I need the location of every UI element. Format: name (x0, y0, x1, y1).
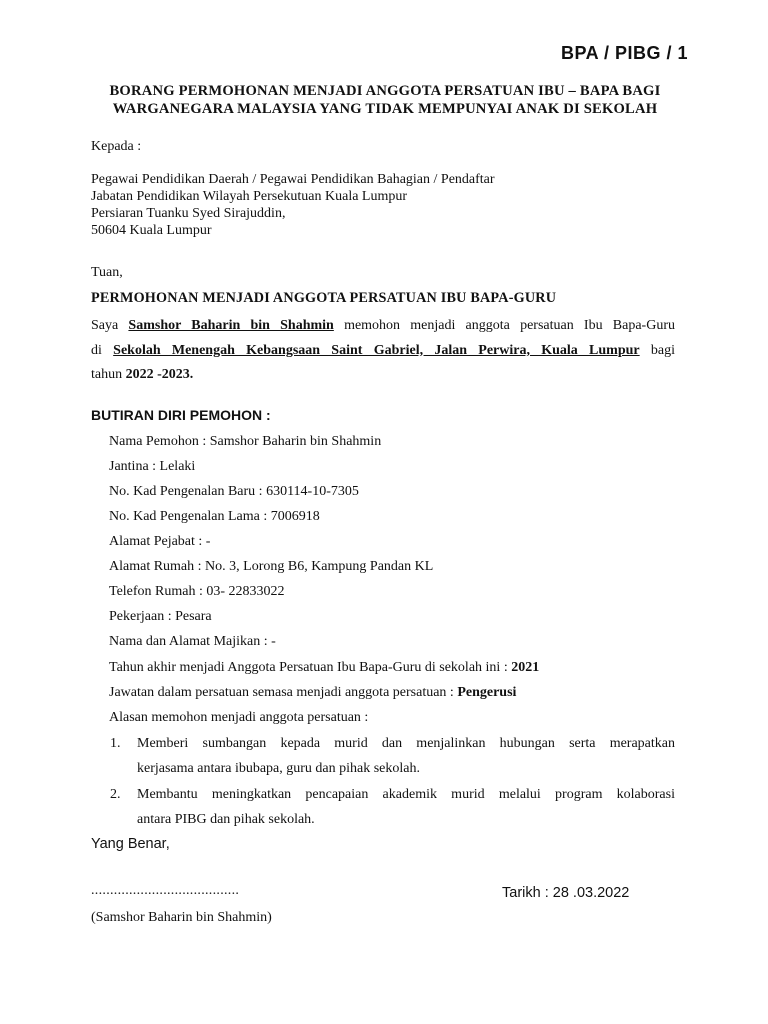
section-title: BUTIRAN DIRI PEMOHON : (91, 407, 271, 423)
school-name: Sekolah Menengah Kebangsaan Saint Gabriel, Jalan Perwira, Kuala Lumpur (113, 342, 640, 358)
signer-name: (Samshor Baharin bin Shahmin) (91, 910, 272, 925)
reason-number: 2. (110, 787, 121, 802)
form-title-line: WARGANEGARA MALAYSIA YANG TIDAK MEMPUNYAI ANAK DI SEKOLAH (112, 101, 658, 117)
para-text: Saya (91, 318, 119, 333)
reason-item (110, 782, 675, 832)
signature-line: ....................................... (91, 883, 240, 898)
para-text: bagi (650, 342, 676, 358)
last-year-row (109, 658, 539, 678)
address-line: 50604 Kuala Lumpur (91, 223, 212, 238)
reason-text: kerjasama antara ibubapa, guru dan pihak sekolah. (137, 761, 421, 776)
position-value: Pengerusi (457, 685, 517, 700)
address-line: Jabatan Pendidikan Wilayah Persekutuan Kuala Lumpur (91, 189, 408, 204)
form-code: BPA / PIBG / 1 (560, 43, 688, 63)
address-line: Pegawai Pendidikan Daerah / Pegawai Pendidikan Bahagian / Pendaftar (91, 172, 495, 187)
detail-row: No. Kad Pengenalan Lama : 7006918 (109, 509, 320, 524)
to-label: Kepada : (91, 139, 142, 154)
application-paragraph (91, 314, 675, 388)
para-text: memohon menjadi anggota persatuan Ibu Bapa-Guru (344, 318, 675, 333)
applicant-name: Samshor Baharin bin Shahmin (128, 318, 334, 333)
session-year: 2022 -2023. (125, 367, 194, 382)
closing: Yang Benar, (91, 836, 170, 852)
detail-row: Alamat Rumah : No. 3, Lorong B6, Kampung Pandan KL (109, 559, 434, 574)
detail-row: Pekerjaan : Pesara (109, 609, 212, 624)
reason-text: antara PIBG dan pihak sekolah. (137, 812, 315, 827)
para-text: tahun (91, 367, 123, 382)
position-label: Jawatan dalam persatuan semasa menjadi anggota persatuan : (109, 685, 454, 700)
detail-row: Nama dan Alamat Majikan : - (109, 634, 276, 649)
form-title-line: BORANG PERMOHONAN MENJADI ANGGOTA PERSATUAN IBU – BAPA BAGI (109, 83, 661, 99)
last-year-value: 2021 (511, 660, 540, 675)
recipient-address (91, 171, 495, 239)
reason-item (110, 731, 675, 781)
address-line: Persiaran Tuanku Syed Sirajuddin, (91, 206, 286, 221)
para-text: di (91, 342, 102, 358)
reason-text: Memberi sumbangan kepada murid dan menjalinkan hubungan serta merapatkan (137, 736, 675, 751)
detail-row: Jantina : Lelaki (109, 459, 196, 474)
signature-date: Tarikh : 28 .03.2022 (502, 885, 630, 901)
detail-row: Nama Pemohon : Samshor Baharin bin Shahmin (109, 434, 382, 449)
detail-row: No. Kad Pengenalan Baru : 630114-10-7305 (109, 484, 359, 499)
salutation: Tuan, (91, 265, 123, 280)
detail-row: Telefon Rumah : 03- 22833022 (109, 584, 285, 599)
letter-subject: PERMOHONAN MENJADI ANGGOTA PERSATUAN IBU BAPA-GURU (91, 290, 557, 306)
detail-row: Alamat Pejabat : - (109, 534, 211, 549)
last-year-label: Tahun akhir menjadi Anggota Persatuan Ibu Bapa-Guru di sekolah ini : (109, 660, 508, 675)
reasons-label: Alasan memohon menjadi anggota persatuan : (109, 710, 369, 725)
reason-number: 1. (110, 736, 121, 751)
form-title (90, 82, 680, 118)
reason-text: Membantu meningkatkan pencapaian akademik murid melalui program kolaborasi (137, 787, 675, 802)
position-row (109, 683, 516, 703)
